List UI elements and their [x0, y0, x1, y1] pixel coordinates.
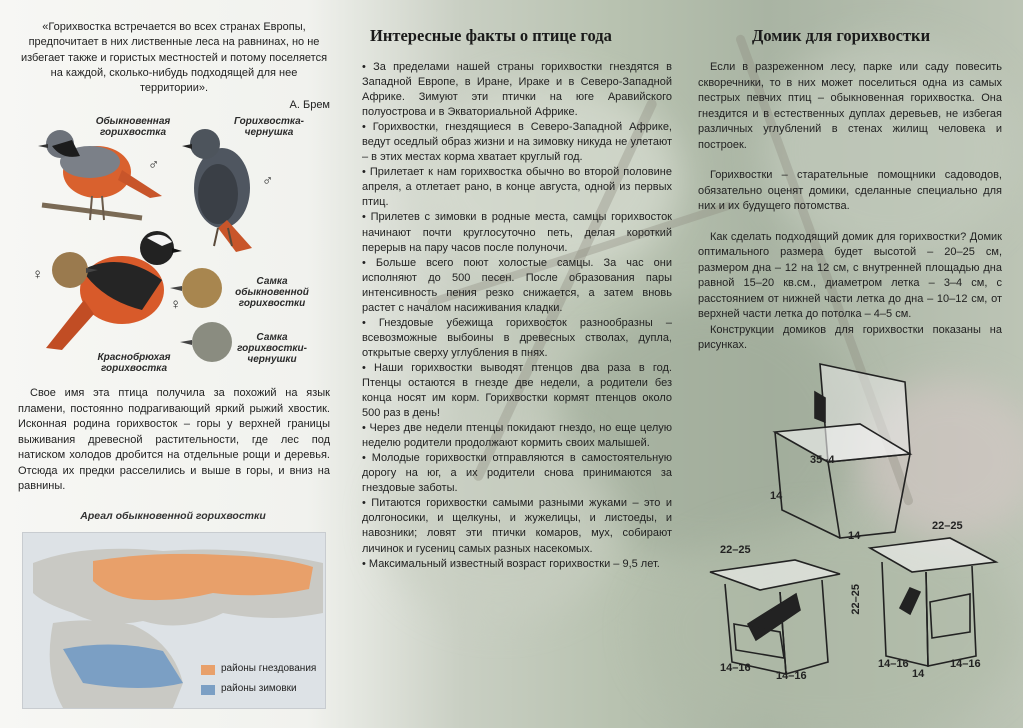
house-text	[698, 60, 1002, 354]
legend-swatch-wintering	[201, 685, 215, 695]
fact-item: • Наши горихвостки выводят птенцов два раза в год. Птенцы остаются в гнезде две недели, а родители без конца носят им корм. Горихвостки кормят птенцов около 500 раз в день!	[362, 361, 672, 420]
legend-swatch-breeding	[201, 665, 215, 675]
dim-base-3: 14–16	[878, 658, 909, 670]
birdhouse-right	[870, 538, 996, 666]
label-common-female: Самка обыкновенной горихвостки	[235, 276, 309, 309]
range-map	[22, 532, 326, 709]
breeding-range	[93, 554, 313, 600]
quote-text: «Горихвостка встречается во всех странах Европы, предпочитает в них лиственные леса на равнинах, но не избегает также и гористых местностей и потому поселяется на каждой, сколько-нибудь подходящей для нее территории».	[20, 21, 328, 95]
range-map-drawing	[23, 533, 325, 708]
female-symbol: ♀	[32, 266, 44, 283]
facts-list	[362, 60, 672, 572]
label-redbelly: Краснобрюхая горихвостка	[97, 352, 171, 374]
fact-item: • Максимальный известный возраст горихвостки – 9,5 лет.	[362, 557, 660, 570]
legend-breeding-label: районы гнездования	[221, 663, 317, 674]
dim-depth: 14	[848, 530, 861, 542]
house-paragraph: Горихвостки – старательные помощники садоводов, обязательно оценят домики, сделанные специально для них и их будущего потомства.	[698, 169, 1002, 212]
house-title: Домик для горихвостки	[752, 26, 931, 45]
intro-quote	[18, 20, 330, 114]
birdhouse-top	[775, 364, 910, 538]
label-black-male: Горихвостка-чернушка	[234, 116, 304, 138]
female-symbol: ♀	[170, 296, 182, 313]
fact-item: • Питаются горихвостки самыми разными жуками – это и долгоносики, и щелкуны, и жужелицы, и листоеды, и навозники; ловят эти птички комаров, мух, собирают личинок и гусениц самых разных насекомых.	[362, 497, 672, 555]
birdhouse-drawings	[700, 362, 1000, 682]
fact-item: • Молодые горихвостки отправляются в самостоятельную дорогу на юг, а их родители снова принимаются за гнездовые заботы.	[362, 452, 672, 495]
male-symbol: ♂	[262, 172, 274, 189]
map-title: Ареал обыкновенной горихвостки	[80, 510, 266, 522]
house-paragraph: Если в разреженном лесу, парке или саду повесить скворечники, то в них может поселиться одна из самых пестрых певчих птиц – обыкновенная горихвостка. Она гнездится и в естественных дуплах деревьев, не избегая различных углублений в стенах жилищ человека и построек.	[698, 61, 1002, 151]
dim-height: 22–25	[850, 584, 862, 615]
birdhouse-left	[710, 560, 840, 674]
dim-roof-right: 22–25	[932, 520, 963, 532]
facts-title: Интересные факты о птице года	[370, 26, 612, 45]
fact-item: • Гнездовые убежища горихвосток разнообразны – всевозможные выбоины в древесных стволах, дупла, открытые сверху углубления в пнях.	[362, 316, 672, 359]
dim-width: 14	[770, 490, 783, 502]
redbellied-redstart	[46, 231, 182, 350]
dim-base-1: 14–16	[720, 662, 751, 674]
dim-base-5: 14	[912, 668, 925, 680]
fact-item: • Прилетев с зимовки в родные места, самцы горихвосток начинают почти круглосуточно петь, делая короткий перерыв на пару часов после полуночи.	[362, 211, 672, 254]
house-paragraph: Конструкции домиков для горихвостки показаны на рисунках.	[698, 323, 1002, 351]
name-origin-paragraph	[18, 386, 330, 495]
birds-illustration	[22, 110, 332, 382]
black-redstart-male	[182, 129, 252, 252]
quote-author: А. Брем	[289, 99, 330, 112]
dim-roof-left: 22–25	[720, 544, 751, 556]
fact-item: • За пределами нашей страны горихвостки гнездятся в Западной Европе, в Иране, Ираке и в Северо-Западной Африке. Зимуют эти птички на юге Аравийского полуострова и в Экваториальной Африке.	[362, 61, 672, 119]
fact-item: • Через две недели птенцы покидают гнездо, но еще целую неделю родители продолжают кормить своих малышей.	[362, 422, 672, 450]
house-paragraph: Как сделать подходящий домик для горихвостки? Домик оптимального размера будет высотой – 20–25 см, размером дна – 12 на 12 см, с внутренней площадью дна равной 15–20 кв.см., диаметром летка – 3–4 см, с расстоянием от нижней части летка до дна – 10–12 см, от верхней части летка до потолка – 4–5 см.	[698, 230, 1002, 320]
label-black-female: Самка горихвостки-чернушки	[237, 332, 307, 365]
female-head-3	[180, 322, 232, 362]
fact-item: • Прилетает к нам горихвостка обычно во второй половине апреля, а отлетает рано, в конце августа, одной из первых птиц.	[362, 166, 672, 209]
dim-base-2: 14–16	[776, 670, 807, 682]
male-symbol: ♂	[148, 156, 160, 173]
name-origin-text: Свое имя эта птица получила за похожий на язык пламени, постоянно подрагивающий яркий рыжий хвостик. Исконная родина горихвосток – горы у верхней границы выживания древесной растительности, где лес под натиском холодов дробится на отдельные рощи и деревья. Отсюда их предки расселились и выше в горы, и вниз на равнины.	[18, 387, 330, 492]
fact-item: • Больше всего поют холостые самцы. За час они исполняют до 500 песен. После образования пары интенсивность пения резко снижается, а затем вновь растет с началом насиживания кладки.	[362, 256, 672, 314]
fact-item: • Горихвостки, гнездящиеся в Северо-Западной Африке, ведут оседлый образ жизни и на зимовку никуда не улетают – в этих местах корма хватает круглый год.	[362, 121, 672, 164]
legend-wintering-label: районы зимовки	[221, 683, 297, 694]
label-common-male: Обыкновенная горихвостка	[95, 116, 171, 138]
dim-entrance: 35–4	[810, 454, 835, 466]
dim-base-4: 14–16	[950, 658, 981, 670]
